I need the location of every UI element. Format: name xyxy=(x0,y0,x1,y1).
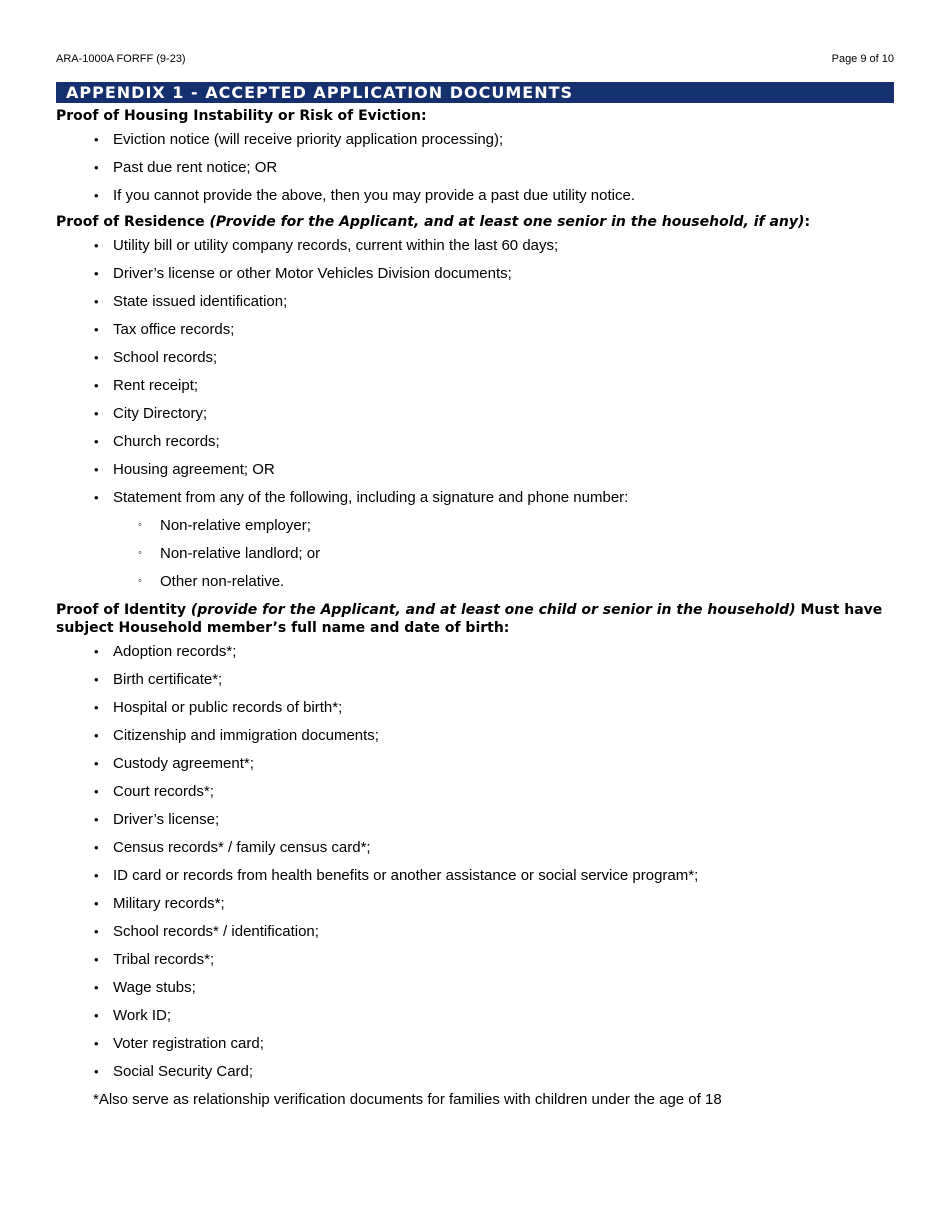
bullet-icon: • xyxy=(94,238,99,253)
bullet-icon: • xyxy=(94,406,99,421)
bullet-icon: • xyxy=(94,378,99,393)
appendix-title-banner: APPENDIX 1 - ACCEPTED APPLICATION DOCUMENTS xyxy=(56,82,894,103)
list-item: • City Directory; xyxy=(56,400,894,428)
list-item: • Rent receipt; xyxy=(56,372,894,400)
list-item: • Statement from any of the following, including a signature and phone number: xyxy=(56,484,894,512)
list-item: • Tax office records; xyxy=(56,316,894,344)
list-item: • Church records; xyxy=(56,428,894,456)
bullet-icon: • xyxy=(94,700,99,715)
bullet-icon: • xyxy=(94,462,99,477)
list-item: • Birth certificate*; xyxy=(56,666,894,694)
bullet-icon: • xyxy=(94,644,99,659)
list-item: • Census records* / family census card*; xyxy=(56,834,894,862)
bullet-icon: • xyxy=(94,322,99,337)
bullet-icon: • xyxy=(94,1036,99,1051)
list-item: ◦ Non-relative employer; xyxy=(56,512,894,540)
list-item: • If you cannot provide the above, then you may provide a past due utility notice. xyxy=(56,182,894,210)
bullet-icon: • xyxy=(94,840,99,855)
hollow-bullet-icon: ◦ xyxy=(138,547,142,559)
list-item: • Adoption records*; xyxy=(56,638,894,666)
bullet-icon: • xyxy=(94,756,99,771)
list-item: • Housing agreement; OR xyxy=(56,456,894,484)
list-item: • ID card or records from health benefits or another assistance or social service program*; xyxy=(56,862,894,890)
list-item: • Military records*; xyxy=(56,890,894,918)
list-item: • Voter registration card; xyxy=(56,1030,894,1058)
bullet-icon: • xyxy=(94,132,99,147)
bullet-icon: • xyxy=(94,266,99,281)
list-item: ◦ Other non-relative. xyxy=(56,568,894,596)
hollow-bullet-icon: ◦ xyxy=(138,519,142,531)
document-body xyxy=(56,107,894,1114)
bullet-icon: • xyxy=(94,812,99,827)
list-item: • Tribal records*; xyxy=(56,946,894,974)
bullet-icon: • xyxy=(94,924,99,939)
list-item: • School records* / identification; xyxy=(56,918,894,946)
bullet-icon: • xyxy=(94,952,99,967)
identity-section-title: Proof of Identity (provide for the Applicant, and at least one child or senior in the household) Must have subject Household member’s full name and date of birth: xyxy=(56,602,883,636)
residence-section-title: Proof of Residence (Provide for the Applicant, and at least one senior in the household, if any): xyxy=(56,214,811,230)
bullet-icon: • xyxy=(94,1064,99,1079)
page-number: Page 9 of 10 xyxy=(831,53,894,65)
list-item: • Past due rent notice; OR xyxy=(56,154,894,182)
form-id: ARA-1000A FORFF (9-23) xyxy=(56,53,186,65)
list-item: • Custody agreement*; xyxy=(56,750,894,778)
bullet-icon: • xyxy=(94,188,99,203)
housing-list xyxy=(56,126,894,210)
list-item: • Utility bill or utility company records, current within the last 60 days; xyxy=(56,232,894,260)
list-item: • Driver’s license or other Motor Vehicles Division documents; xyxy=(56,260,894,288)
bullet-icon: • xyxy=(94,896,99,911)
bullet-icon: • xyxy=(94,160,99,175)
bullet-icon: • xyxy=(94,868,99,883)
bullet-icon: • xyxy=(94,434,99,449)
list-item: • Eviction notice (will receive priority application processing); xyxy=(56,126,894,154)
list-item: • State issued identification; xyxy=(56,288,894,316)
identity-footnote: *Also serve as relationship verification documents for families with children under the age of 18 xyxy=(93,1091,722,1108)
bullet-icon: • xyxy=(94,980,99,995)
bullet-icon: • xyxy=(94,1008,99,1023)
housing-section-title: Proof of Housing Instability or Risk of Eviction: xyxy=(56,108,427,124)
list-item: • Driver’s license; xyxy=(56,806,894,834)
list-item: • School records; xyxy=(56,344,894,372)
residence-list xyxy=(56,232,894,512)
list-item: • Social Security Card; xyxy=(56,1058,894,1086)
bullet-icon: • xyxy=(94,294,99,309)
list-item: • Wage stubs; xyxy=(56,974,894,1002)
list-item: • Work ID; xyxy=(56,1002,894,1030)
list-item: • Court records*; xyxy=(56,778,894,806)
identity-list xyxy=(56,638,894,1086)
hollow-bullet-icon: ◦ xyxy=(138,575,142,587)
list-item: ◦ Non-relative landlord; or xyxy=(56,540,894,568)
bullet-icon: • xyxy=(94,728,99,743)
bullet-icon: • xyxy=(94,350,99,365)
bullet-icon: • xyxy=(94,672,99,687)
list-item: • Citizenship and immigration documents; xyxy=(56,722,894,750)
bullet-icon: • xyxy=(94,784,99,799)
bullet-icon: • xyxy=(94,490,99,505)
list-item: • Hospital or public records of birth*; xyxy=(56,694,894,722)
residence-sublist xyxy=(56,512,894,596)
